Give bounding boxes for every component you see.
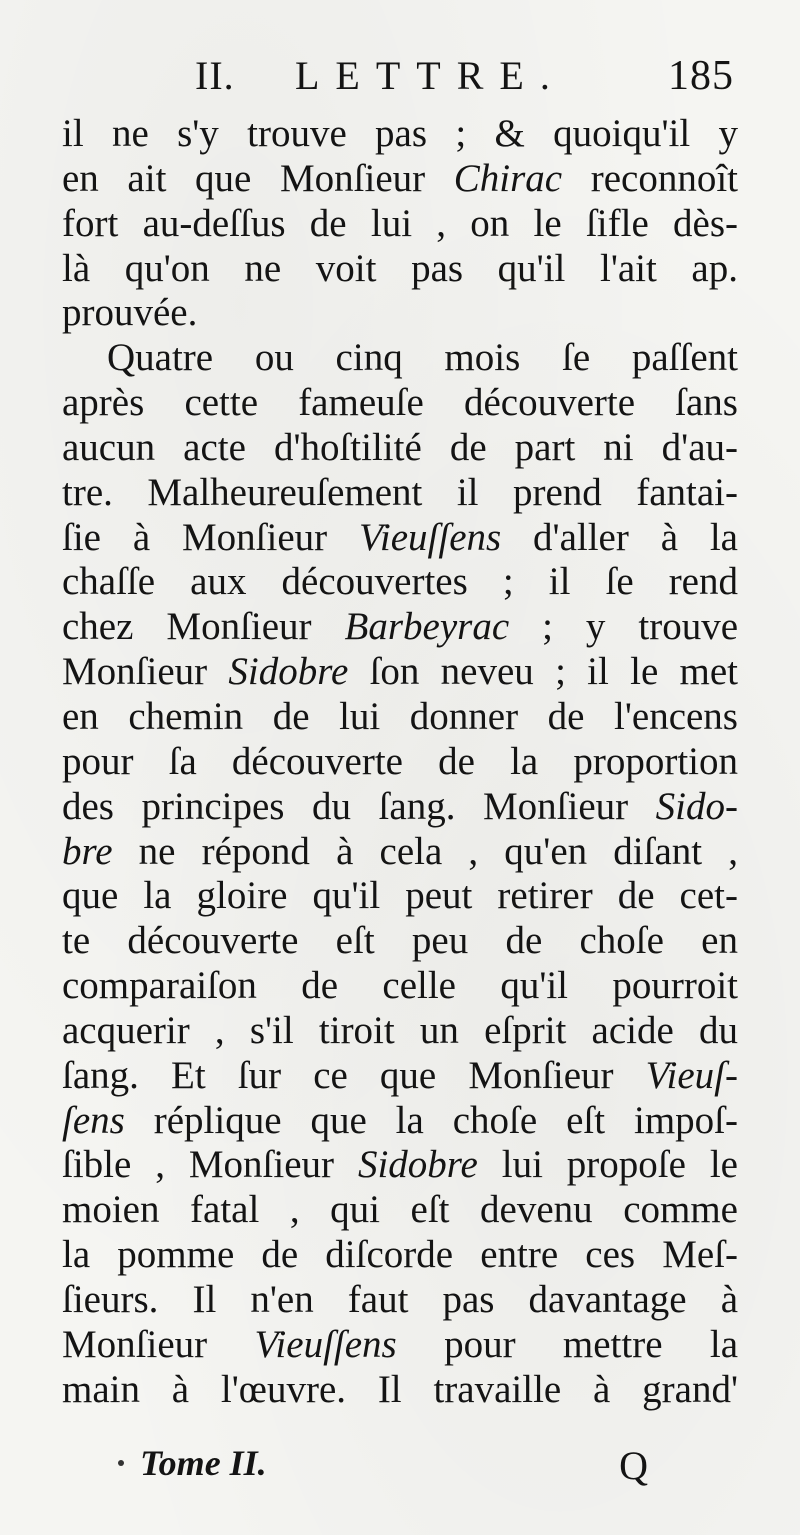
- text-line: comparaiſon de celle qu'il pourroit: [62, 964, 738, 1008]
- text-line: ſens réplique que la choſe eſt impoſ-: [62, 1098, 738, 1142]
- footer-dot: [118, 1460, 124, 1466]
- text-line: après cette fameuſe découverte ſans: [62, 381, 738, 425]
- text-line: chaſſe aux découvertes ; il ſe rend: [62, 560, 738, 604]
- text-line: en ait que Monſieur Chirac reconnoît: [62, 156, 738, 200]
- text-line: Monſieur Sidobre ſon neveu ; il le met: [62, 650, 738, 694]
- text-line: acquerir , s'il tiroit un eſprit acide du: [62, 1008, 738, 1052]
- letter-title: LETTRE.: [295, 53, 566, 98]
- text-line: chez Monſieur Barbeyrac ; y trouve: [62, 605, 738, 649]
- text-line: ſieurs. Il n'en faut pas davantage à: [62, 1277, 738, 1321]
- text-line: que la gloire qu'il peut retirer de cet-: [62, 874, 738, 918]
- page-footer: [118, 1442, 648, 1492]
- text-line: prouvée.: [62, 291, 198, 335]
- body-text: [62, 112, 738, 1412]
- text-line: aucun acte d'hoſtilité de part ni d'au-: [62, 425, 738, 469]
- text-line: ſie à Monſieur Vieuſſens d'aller à la: [62, 515, 738, 559]
- page-number: 185: [668, 53, 734, 99]
- text-line: Quatre ou cinq mois ſe paſſent: [107, 336, 738, 380]
- running-header: [195, 52, 740, 108]
- text-line: en chemin de lui donner de l'encens: [62, 694, 738, 738]
- signature-mark: Q: [619, 1443, 648, 1488]
- text-line: ſible , Monſieur Sidobre lui propoſe le: [62, 1143, 738, 1187]
- text-line: ſang. Et ſur ce que Monſieur Vieuſ-: [62, 1053, 738, 1097]
- text-line: là qu'on ne voit pas qu'il l'ait ap.: [62, 246, 738, 290]
- text-line: moien fatal , qui eſt devenu comme: [62, 1188, 738, 1232]
- text-line: fort au-deſſus de lui , on le ſifle dès-: [62, 201, 738, 245]
- text-line: main à l'œuvre. Il travaille à grand': [62, 1367, 738, 1411]
- text-line: la pomme de diſcorde entre ces Meſ-: [62, 1233, 738, 1277]
- text-line: tre. Malheureuſement il prend fantai-: [62, 470, 738, 514]
- text-line: bre ne répond à cela , qu'en diſant ,: [62, 829, 738, 873]
- volume-label: Tome II.: [140, 1443, 267, 1483]
- text-line: des principes du ſang. Monſieur Sido-: [62, 784, 738, 828]
- text-line: pour ſa découverte de la proportion: [62, 739, 738, 783]
- text-line: il ne s'y trouve pas ; & quoiqu'il y: [62, 112, 738, 155]
- text-line: Monſieur Vieuſſens pour mettre la: [62, 1322, 738, 1366]
- text-line: te découverte eſt peu de choſe en: [62, 919, 738, 963]
- letter-number: II.: [195, 53, 235, 98]
